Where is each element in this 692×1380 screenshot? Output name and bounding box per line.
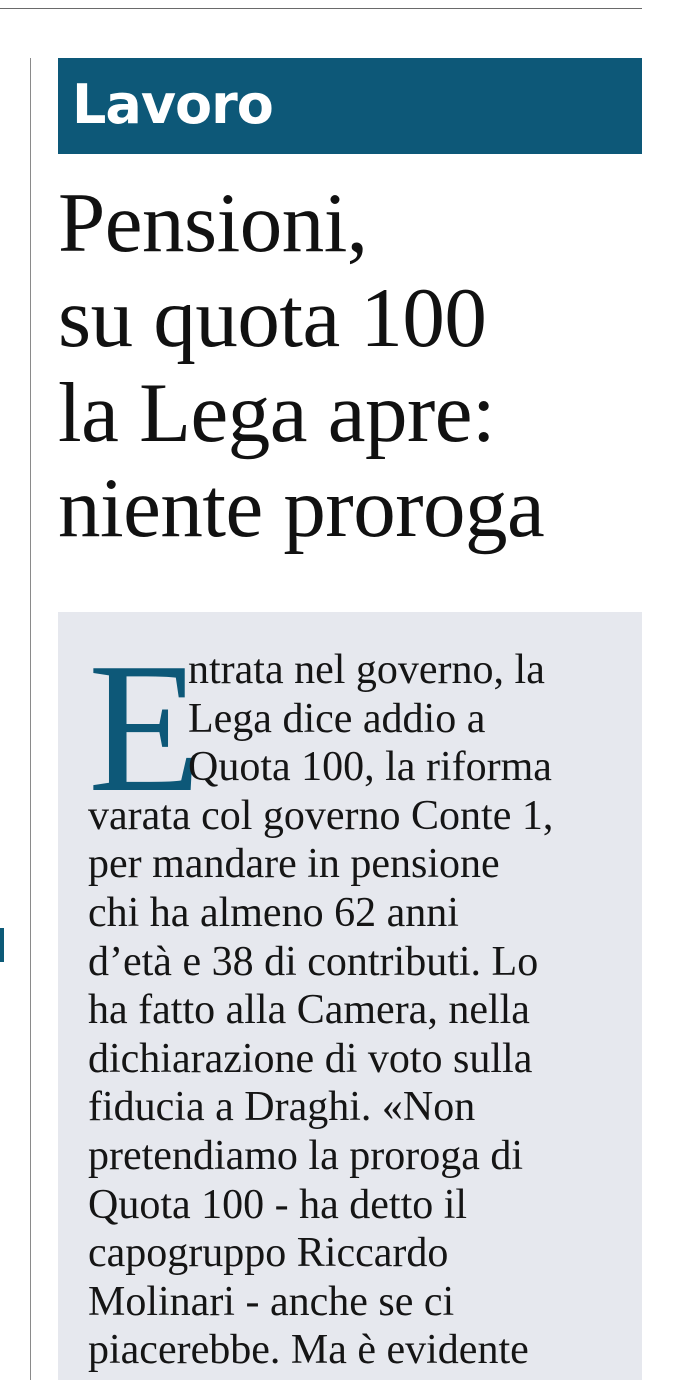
article-line: dichiarazione di voto sulla [88,1035,533,1082]
article-line: piacerebbe. Ma è evidente [88,1327,529,1374]
column-divider [30,58,31,1380]
article-line: pretendiamo la proroga di [88,1132,524,1179]
headline-line: la Lega apre: [58,366,496,460]
drop-cap: E [88,625,202,831]
article-line: Molinari - anche se ci [88,1278,455,1325]
section-header [58,58,642,154]
article-line: ntrata nel governo, la [188,647,545,693]
headline [58,176,658,556]
article-line: d’età e 38 di contributi. Lo [88,938,539,985]
article-line: chi ha almeno 62 anni [88,889,459,936]
top-rule [0,8,642,9]
article-body-box [58,612,642,1380]
article-line: per mandare in pensione [88,841,500,888]
headline-line: su quota 100 [58,271,487,365]
article-line: capogruppo Riccardo [88,1230,449,1277]
article-text [88,646,642,1375]
article-line: fiducia a Draghi. «Non [88,1084,476,1131]
article-line: varata col governo Conte 1, [88,792,554,839]
section-label: Lavoro [72,73,273,136]
article-line: ha fatto alla Camera, nella [88,987,530,1034]
headline-line: Pensioni, [58,176,368,270]
article-line: Quota 100, la riforma [188,744,552,791]
article-line: Quota 100 - ha detto il [88,1181,468,1228]
edge-accent-mark [0,928,4,962]
headline-line: niente proroga [58,461,545,555]
article-line: Lega dice addio a [188,695,486,742]
